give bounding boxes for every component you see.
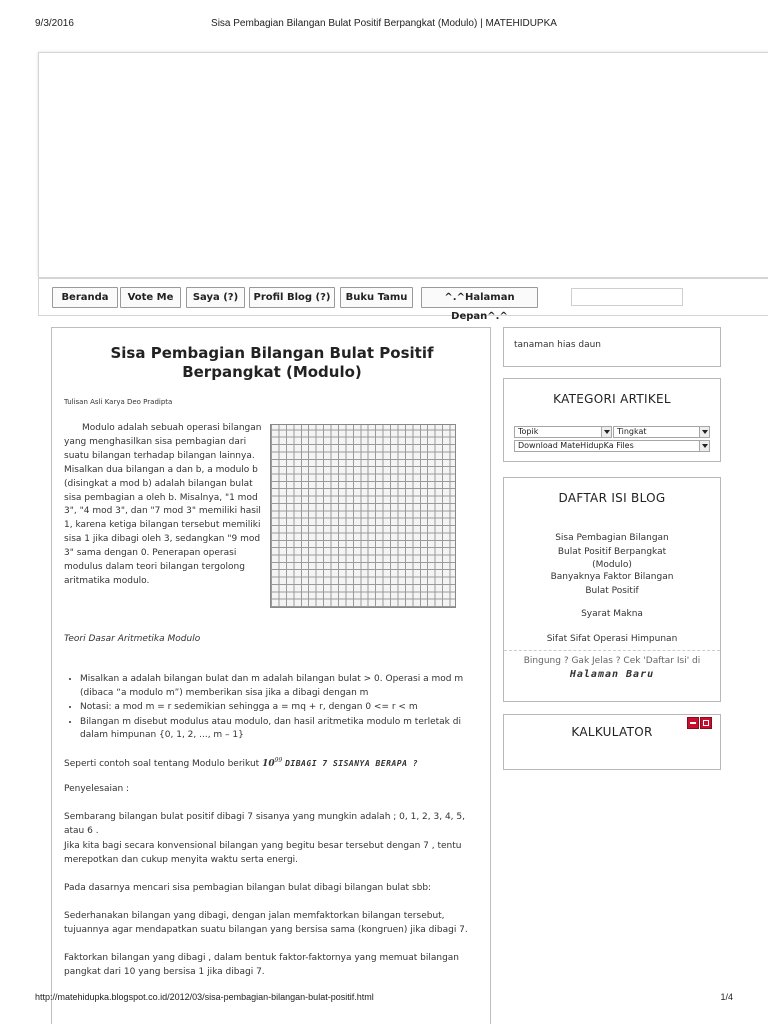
tingkat-select-value: Tingkat	[617, 427, 647, 436]
post-intro-text: Modulo adalah sebuah operasi bilangan yang menghasilkan sisa pembagian dari suatu bilangan terhadap bilangan lainnya. Misalkan dua bilangan a dan b, a modulo b (disingkat a mod b) adalah bilangan bulat sisa pembagian a oleh b. Misalnya, "1 mod 3", "4 mod 3", dan "7 mod 3" memiliki hasil 1, karena ketiga bilangan tersebut memiliki sisa 1 jika dibagi oleh 3, sedangkan "9 mod 3" sama dengan 0. Penerapan operasi modulus dalam teori bilangan tergolong aritmatika modulo.	[64, 423, 262, 586]
print-header	[0, 18, 768, 32]
post-title: Sisa Pembagian Bilangan Bulat Positif Berpangkat (Modulo)	[110, 344, 434, 381]
chevron-down-icon	[699, 427, 709, 437]
post-intro	[64, 422, 264, 589]
nav-beranda-button[interactable]: Beranda	[52, 287, 118, 308]
sidebar-top-link[interactable]: tanaman hias daun	[514, 340, 602, 350]
maximize-icon[interactable]	[700, 717, 712, 729]
nav-profil-blog-button[interactable]: Profil Blog (?)	[249, 287, 335, 308]
topik-select-value: Topik	[518, 427, 539, 436]
example-question: DIBAGI 7 SISANYA BERAPA ?	[285, 759, 419, 768]
kalkulator-widget	[503, 714, 721, 770]
paragraph: Jika kita bagi secara konvensional bilangan yang begitu besar tersebut dengan 7 , tentu merepotkan dan cukup menyita waktu serta energi.	[64, 841, 462, 865]
theory-bullet-list	[80, 673, 480, 744]
modulo-table-image	[270, 424, 456, 608]
chevron-down-icon	[699, 441, 709, 451]
list-item: • Misalkan a adalah bilangan bulat dan m adalah bilangan bulat > 0. Operasi a mod m (dibaca “a modulo m”) memberikan sisa jika a dibagi dengan m	[80, 673, 480, 700]
daftar-isi-link[interactable]: Sisa Pembagian Bilangan Bulat Positif Berpangkat (Modulo)	[555, 533, 669, 570]
post-subheading: Teori Dasar Aritmetika Modulo	[64, 634, 201, 644]
blog-header-banner	[38, 52, 768, 278]
print-footer	[0, 992, 768, 1006]
print-date: 9/3/2016	[35, 18, 74, 29]
download-select-value: Download MateHidupKa Files	[518, 441, 634, 450]
example-power	[262, 759, 282, 769]
paragraph: Sembarang bilangan bulat positif dibagi 7 sisanya yang mungkin adalah ; 0, 1, 2, 3, 4, 5, atau 6 .	[64, 812, 465, 836]
example-base: 10	[262, 759, 275, 769]
post-container	[51, 327, 491, 1024]
daftar-isi-link[interactable]: Banyaknya Faktor Bilangan Bulat Positif	[550, 572, 674, 596]
daftar-isi-link[interactable]: Syarat Makna	[581, 609, 643, 619]
list-item: • Notasi: a mod m = r sedemikian sehingga a = mq + r, dengan 0 <= r < m	[80, 701, 480, 715]
paragraph: Pada dasarnya mencari sisa pembagian bilangan bulat dibagi bilangan bulat sbb:	[64, 883, 432, 893]
example-intro: Seperti contoh soal tentang Modulo berikut	[64, 759, 260, 769]
post-byline: Tulisan Asli Karya Deo Pradipta	[64, 398, 173, 406]
nav-bar	[38, 278, 768, 322]
daftar-isi-note: Bingung ? Gak Jelas ? Cek 'Daftar Isi' di	[523, 656, 701, 666]
kategori-title: KATEGORI ARTIKEL	[553, 392, 671, 406]
daftar-isi-link[interactable]: Sifat Sifat Operasi Himpunan	[546, 634, 678, 644]
halaman-baru-link[interactable]: Halaman Baru	[569, 669, 655, 680]
paragraph: Faktorkan bilangan yang dibagi , dalam bentuk faktor-faktornya yang memuat bilangan pangkat dari 10 yang bersisa 1 jika dibagi 7.	[64, 953, 460, 977]
nav-buku-tamu-button[interactable]: Buku Tamu	[340, 287, 413, 308]
download-select[interactable]	[514, 440, 710, 452]
daftar-isi-title: DAFTAR ISI BLOG	[558, 491, 666, 505]
example-exponent: 99	[274, 757, 283, 764]
minimize-icon[interactable]	[687, 717, 699, 729]
daftar-isi-widget	[503, 477, 721, 702]
list-item: • Bilangan m disebut modulus atau modulo, dan hasil aritmetika modulo m terletak di dalam himpunan {0, 1, 2, ..., m – 1}	[80, 716, 480, 743]
example-problem	[64, 754, 476, 772]
chevron-down-icon	[601, 427, 611, 437]
nav-vote-me-button[interactable]: Vote Me	[120, 287, 181, 308]
penyelesaian-label: Penyelesaian :	[64, 784, 130, 794]
nav-saya-button[interactable]: Saya (?)	[186, 287, 245, 308]
nav-search-input[interactable]	[571, 288, 683, 306]
kategori-widget	[503, 378, 721, 462]
topik-select[interactable]	[514, 426, 612, 438]
paragraph: Sederhanakan bilangan yang dibagi, dengan jalan memfaktorkan bilangan tersebut, tujuannya agar mendapatkan suatu bilangan yang bersisa sama (kongruen) jika dibagi 7.	[64, 911, 468, 935]
divider	[504, 650, 720, 651]
sidebar-link-box	[503, 327, 721, 367]
kalkulator-title: KALKULATOR	[571, 725, 653, 739]
nav-halaman-depan-button[interactable]: ^.^Halaman Depan^.^	[421, 287, 538, 308]
tingkat-select[interactable]	[613, 426, 710, 438]
print-page-number: 1/4	[720, 992, 733, 1002]
print-url: http://matehidupka.blogspot.co.id/2012/03/sisa-pembagian-bilangan-bulat-positif.html	[35, 992, 374, 1002]
print-page-title: Sisa Pembagian Bilangan Bulat Positif Berpangkat (Modulo) | MATEHIDUPKA	[211, 18, 557, 29]
